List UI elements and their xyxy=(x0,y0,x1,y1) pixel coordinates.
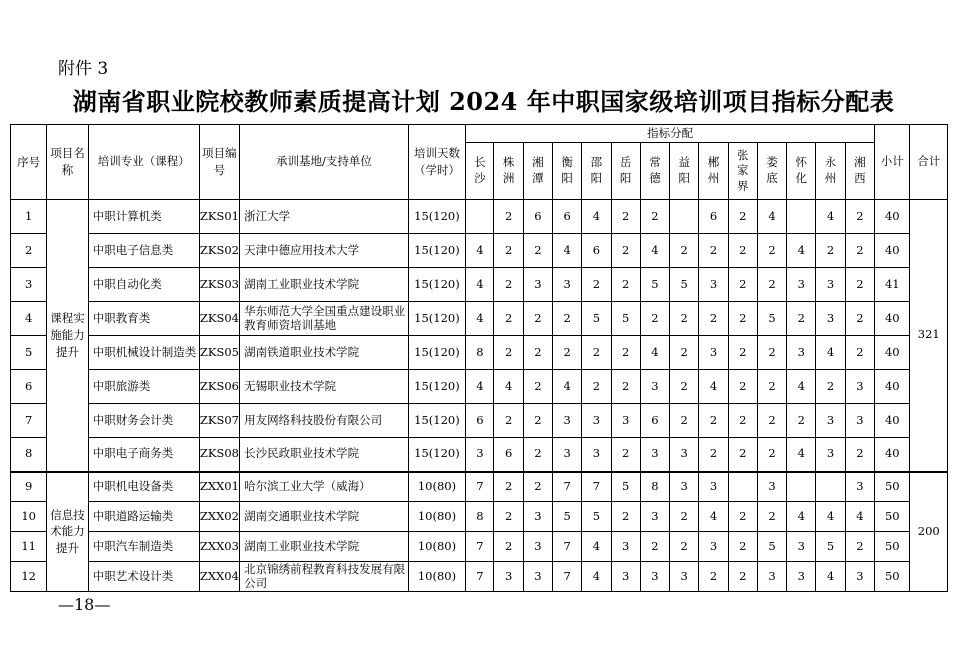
cell-allocation: 2 xyxy=(582,268,611,302)
cell-allocation: 5 xyxy=(611,302,640,336)
cell-allocation: 4 xyxy=(640,234,669,268)
cell-code: ZKS06 xyxy=(199,370,239,404)
cell-code: ZKS07 xyxy=(199,404,239,438)
cell-allocation: 3 xyxy=(523,268,552,302)
cell-allocation: 8 xyxy=(466,336,494,370)
cell-project-name: 课程实施能力提升 xyxy=(47,200,88,472)
cell-allocation: 3 xyxy=(523,562,552,592)
cell-allocation: 3 xyxy=(640,438,669,472)
cell-allocation: 4 xyxy=(494,370,523,404)
cell-allocation: 5 xyxy=(670,268,699,302)
cell-major: 中职机械设计制造类 xyxy=(88,336,199,370)
cell-code: ZKS02 xyxy=(199,234,239,268)
cell-allocation: 3 xyxy=(816,302,845,336)
cell-seq: 4 xyxy=(11,302,47,336)
cell-allocation: 2 xyxy=(494,234,523,268)
page-number: —18— xyxy=(58,595,111,614)
cell-allocation: 4 xyxy=(816,502,845,532)
cell-days: 10(80) xyxy=(408,502,466,532)
cell-allocation: 6 xyxy=(523,200,552,234)
cell-allocation: 3 xyxy=(699,336,728,370)
header-city: 邵阳 xyxy=(582,143,611,200)
cell-allocation: 4 xyxy=(466,302,494,336)
cell-allocation: 7 xyxy=(582,472,611,502)
cell-seq: 10 xyxy=(11,502,47,532)
table-row xyxy=(11,472,948,502)
cell-allocation: 2 xyxy=(611,200,640,234)
cell-allocation: 3 xyxy=(611,404,640,438)
cell-allocation: 2 xyxy=(494,404,523,438)
table-row xyxy=(11,502,948,532)
page-title: 湖南省职业院校教师素质提高计划 2024 年中职国家级培训项目指标分配表 xyxy=(72,87,895,116)
cell-base: 浙江大学 xyxy=(240,200,409,234)
header-total: 合计 xyxy=(910,125,948,200)
cell-allocation: 2 xyxy=(523,234,552,268)
cell-base: 无锡职业技术学院 xyxy=(240,370,409,404)
cell-allocation: 2 xyxy=(611,502,640,532)
cell-allocation xyxy=(787,200,816,234)
table-row xyxy=(11,336,948,370)
cell-allocation: 8 xyxy=(640,472,669,502)
cell-allocation: 2 xyxy=(728,336,757,370)
cell-allocation: 6 xyxy=(699,200,728,234)
header-city: 益阳 xyxy=(670,143,699,200)
cell-allocation: 2 xyxy=(699,302,728,336)
cell-allocation: 2 xyxy=(640,302,669,336)
cell-subtotal: 40 xyxy=(875,302,910,336)
cell-allocation: 5 xyxy=(611,472,640,502)
cell-major: 中职自动化类 xyxy=(88,268,199,302)
cell-allocation: 4 xyxy=(553,370,582,404)
cell-allocation: 2 xyxy=(728,302,757,336)
cell-allocation: 3 xyxy=(611,562,640,592)
cell-allocation: 6 xyxy=(553,200,582,234)
header-subtotal: 小计 xyxy=(875,125,910,200)
cell-allocation: 2 xyxy=(728,532,757,562)
cell-allocation: 7 xyxy=(553,472,582,502)
cell-allocation: 2 xyxy=(553,302,582,336)
header-city: 永州 xyxy=(816,143,845,200)
cell-allocation: 3 xyxy=(670,562,699,592)
cell-allocation: 2 xyxy=(757,234,786,268)
cell-allocation: 2 xyxy=(670,234,699,268)
header-city: 郴州 xyxy=(699,143,728,200)
cell-allocation: 2 xyxy=(845,268,874,302)
cell-allocation: 2 xyxy=(640,200,669,234)
cell-allocation: 3 xyxy=(670,472,699,502)
cell-allocation: 3 xyxy=(523,532,552,562)
cell-seq: 3 xyxy=(11,268,47,302)
cell-major: 中职财务会计类 xyxy=(88,404,199,438)
cell-allocation: 4 xyxy=(787,502,816,532)
cell-allocation: 3 xyxy=(466,438,494,472)
cell-allocation xyxy=(816,472,845,502)
table-row xyxy=(11,302,948,336)
cell-allocation: 2 xyxy=(611,234,640,268)
cell-code: ZXX03 xyxy=(199,532,239,562)
table-row xyxy=(11,234,948,268)
cell-allocation: 2 xyxy=(728,404,757,438)
cell-code: ZKS03 xyxy=(199,268,239,302)
cell-allocation xyxy=(466,200,494,234)
cell-allocation: 7 xyxy=(466,562,494,592)
cell-code: ZKS05 xyxy=(199,336,239,370)
cell-major: 中职电子商务类 xyxy=(88,438,199,472)
cell-allocation: 3 xyxy=(845,404,874,438)
cell-days: 15(120) xyxy=(408,200,466,234)
cell-allocation: 4 xyxy=(787,438,816,472)
cell-major: 中职电子信息类 xyxy=(88,234,199,268)
cell-subtotal: 40 xyxy=(875,200,910,234)
cell-allocation: 3 xyxy=(816,268,845,302)
cell-allocation: 5 xyxy=(816,532,845,562)
cell-allocation: 4 xyxy=(757,200,786,234)
cell-days: 15(120) xyxy=(408,302,466,336)
cell-allocation: 2 xyxy=(494,502,523,532)
table-row xyxy=(11,200,948,234)
cell-major: 中职机电设备类 xyxy=(88,472,199,502)
cell-allocation: 2 xyxy=(640,532,669,562)
cell-allocation: 4 xyxy=(816,336,845,370)
cell-total: 321 xyxy=(910,200,948,472)
header-code: 项目编号 xyxy=(199,125,239,200)
cell-allocation: 3 xyxy=(699,532,728,562)
cell-allocation: 2 xyxy=(728,370,757,404)
cell-seq: 1 xyxy=(11,200,47,234)
cell-allocation: 2 xyxy=(845,532,874,562)
cell-allocation: 5 xyxy=(553,502,582,532)
cell-allocation: 2 xyxy=(757,370,786,404)
cell-allocation: 3 xyxy=(523,502,552,532)
cell-allocation: 8 xyxy=(466,502,494,532)
cell-allocation: 2 xyxy=(494,532,523,562)
header-city: 怀化 xyxy=(787,143,816,200)
cell-allocation: 2 xyxy=(728,268,757,302)
cell-allocation: 4 xyxy=(816,562,845,592)
cell-seq: 7 xyxy=(11,404,47,438)
cell-allocation: 2 xyxy=(523,370,552,404)
cell-allocation: 2 xyxy=(670,370,699,404)
cell-allocation: 4 xyxy=(553,234,582,268)
cell-subtotal: 50 xyxy=(875,502,910,532)
cell-allocation: 3 xyxy=(845,472,874,502)
cell-code: ZXX04 xyxy=(199,562,239,592)
cell-allocation: 4 xyxy=(640,336,669,370)
cell-days: 15(120) xyxy=(408,336,466,370)
cell-base: 天津中德应用技术大学 xyxy=(240,234,409,268)
cell-allocation: 5 xyxy=(582,302,611,336)
cell-allocation: 2 xyxy=(494,302,523,336)
cell-project-name: 信息技术能力提升 xyxy=(47,472,88,592)
cell-allocation: 2 xyxy=(670,404,699,438)
cell-allocation: 2 xyxy=(611,268,640,302)
header-city: 长沙 xyxy=(466,143,494,200)
header-city: 衡阳 xyxy=(553,143,582,200)
cell-base: 用友网络科技股份有限公司 xyxy=(240,404,409,438)
cell-major: 中职汽车制造类 xyxy=(88,532,199,562)
cell-allocation: 4 xyxy=(787,370,816,404)
header-city: 湘西 xyxy=(845,143,874,200)
cell-allocation: 2 xyxy=(757,438,786,472)
cell-allocation: 2 xyxy=(728,200,757,234)
allocation-table xyxy=(10,124,948,592)
cell-major: 中职旅游类 xyxy=(88,370,199,404)
cell-allocation: 3 xyxy=(699,472,728,502)
cell-allocation: 2 xyxy=(494,472,523,502)
cell-allocation: 2 xyxy=(787,404,816,438)
cell-allocation: 2 xyxy=(728,234,757,268)
cell-allocation: 2 xyxy=(523,336,552,370)
cell-allocation: 2 xyxy=(699,234,728,268)
cell-allocation xyxy=(728,472,757,502)
cell-allocation: 4 xyxy=(466,370,494,404)
cell-allocation: 4 xyxy=(582,200,611,234)
cell-days: 15(120) xyxy=(408,268,466,302)
cell-allocation: 2 xyxy=(816,234,845,268)
header-city: 张家界 xyxy=(728,143,757,200)
cell-base: 湖南交通职业技术学院 xyxy=(240,502,409,532)
cell-allocation: 2 xyxy=(757,502,786,532)
cell-days: 15(120) xyxy=(408,370,466,404)
cell-total: 200 xyxy=(910,472,948,592)
cell-allocation: 2 xyxy=(523,302,552,336)
cell-base: 北京锦绣前程教育科技发展有限公司 xyxy=(240,562,409,592)
cell-allocation: 3 xyxy=(582,438,611,472)
cell-allocation: 2 xyxy=(845,438,874,472)
table-row xyxy=(11,438,948,472)
cell-allocation: 3 xyxy=(699,268,728,302)
cell-allocation: 2 xyxy=(728,438,757,472)
cell-allocation: 6 xyxy=(494,438,523,472)
cell-allocation: 2 xyxy=(845,200,874,234)
cell-allocation: 2 xyxy=(757,336,786,370)
cell-major: 中职计算机类 xyxy=(88,200,199,234)
cell-seq: 8 xyxy=(11,438,47,472)
cell-allocation: 4 xyxy=(466,234,494,268)
cell-allocation: 3 xyxy=(553,268,582,302)
cell-allocation: 2 xyxy=(816,370,845,404)
cell-allocation: 3 xyxy=(816,404,845,438)
cell-days: 10(80) xyxy=(408,532,466,562)
header-city: 常德 xyxy=(640,143,669,200)
cell-allocation: 3 xyxy=(582,404,611,438)
cell-subtotal: 50 xyxy=(875,472,910,502)
cell-seq: 12 xyxy=(11,562,47,592)
cell-allocation: 2 xyxy=(699,438,728,472)
cell-allocation: 2 xyxy=(845,234,874,268)
cell-allocation: 2 xyxy=(670,502,699,532)
cell-subtotal: 50 xyxy=(875,532,910,562)
cell-allocation: 4 xyxy=(845,502,874,532)
cell-major: 中职道路运输类 xyxy=(88,502,199,532)
cell-allocation: 4 xyxy=(466,268,494,302)
cell-allocation: 2 xyxy=(494,336,523,370)
cell-seq: 11 xyxy=(11,532,47,562)
cell-allocation xyxy=(670,200,699,234)
cell-allocation: 6 xyxy=(640,404,669,438)
table-row xyxy=(11,268,948,302)
cell-allocation: 4 xyxy=(699,502,728,532)
cell-allocation: 2 xyxy=(523,472,552,502)
cell-allocation: 2 xyxy=(699,404,728,438)
cell-seq: 5 xyxy=(11,336,47,370)
cell-code: ZXX01 xyxy=(199,472,239,502)
cell-allocation: 2 xyxy=(699,562,728,592)
cell-code: ZKS08 xyxy=(199,438,239,472)
cell-allocation: 4 xyxy=(816,200,845,234)
table-row xyxy=(11,404,948,438)
cell-subtotal: 50 xyxy=(875,562,910,592)
cell-allocation: 3 xyxy=(787,336,816,370)
cell-allocation: 3 xyxy=(845,370,874,404)
cell-allocation: 2 xyxy=(523,404,552,438)
cell-allocation: 4 xyxy=(699,370,728,404)
cell-allocation: 5 xyxy=(757,532,786,562)
header-city: 娄底 xyxy=(757,143,786,200)
cell-seq: 2 xyxy=(11,234,47,268)
cell-allocation xyxy=(787,472,816,502)
cell-allocation: 2 xyxy=(728,502,757,532)
cell-days: 10(80) xyxy=(408,472,466,502)
cell-allocation: 7 xyxy=(553,562,582,592)
attachment-label: 附件 3 xyxy=(58,59,109,79)
cell-allocation: 3 xyxy=(640,502,669,532)
cell-allocation: 3 xyxy=(670,438,699,472)
cell-allocation: 5 xyxy=(757,302,786,336)
cell-subtotal: 40 xyxy=(875,404,910,438)
cell-subtotal: 41 xyxy=(875,268,910,302)
cell-seq: 6 xyxy=(11,370,47,404)
cell-code: ZKS04 xyxy=(199,302,239,336)
cell-days: 15(120) xyxy=(408,404,466,438)
header-seq: 序号 xyxy=(11,125,47,200)
table-row xyxy=(11,562,948,592)
header-base: 承训基地/支持单位 xyxy=(240,125,409,200)
header-allocation: 指标分配 xyxy=(466,125,875,143)
cell-allocation: 2 xyxy=(845,336,874,370)
cell-major: 中职教育类 xyxy=(88,302,199,336)
cell-base: 长沙民政职业技术学院 xyxy=(240,438,409,472)
cell-allocation: 2 xyxy=(670,532,699,562)
cell-allocation: 2 xyxy=(494,200,523,234)
cell-allocation: 2 xyxy=(757,404,786,438)
cell-allocation: 4 xyxy=(582,562,611,592)
cell-allocation: 3 xyxy=(640,370,669,404)
cell-allocation: 3 xyxy=(611,532,640,562)
cell-allocation: 3 xyxy=(816,438,845,472)
cell-major: 中职艺术设计类 xyxy=(88,562,199,592)
table-row xyxy=(11,532,948,562)
cell-allocation: 5 xyxy=(582,502,611,532)
cell-allocation: 7 xyxy=(553,532,582,562)
cell-allocation: 3 xyxy=(787,268,816,302)
cell-days: 10(80) xyxy=(408,562,466,592)
cell-allocation: 3 xyxy=(845,562,874,592)
cell-allocation: 3 xyxy=(640,562,669,592)
cell-allocation: 2 xyxy=(611,438,640,472)
cell-allocation: 3 xyxy=(553,404,582,438)
cell-allocation: 2 xyxy=(553,336,582,370)
cell-allocation: 2 xyxy=(787,302,816,336)
cell-days: 15(120) xyxy=(408,438,466,472)
cell-allocation: 3 xyxy=(787,532,816,562)
cell-base: 湖南工业职业技术学院 xyxy=(240,268,409,302)
cell-subtotal: 40 xyxy=(875,336,910,370)
header-project-name: 项目名称 xyxy=(47,125,88,200)
cell-allocation: 3 xyxy=(787,562,816,592)
cell-allocation: 6 xyxy=(466,404,494,438)
cell-allocation: 2 xyxy=(611,336,640,370)
cell-allocation: 2 xyxy=(670,302,699,336)
header-city: 岳阳 xyxy=(611,143,640,200)
cell-allocation: 5 xyxy=(640,268,669,302)
table-row xyxy=(11,370,948,404)
cell-base: 湖南工业职业技术学院 xyxy=(240,532,409,562)
cell-allocation: 6 xyxy=(582,234,611,268)
cell-code: ZXX02 xyxy=(199,502,239,532)
cell-allocation: 4 xyxy=(787,234,816,268)
cell-allocation: 3 xyxy=(494,562,523,592)
cell-allocation: 2 xyxy=(757,268,786,302)
cell-base: 哈尔滨工业大学（威海） xyxy=(240,472,409,502)
cell-allocation: 2 xyxy=(494,268,523,302)
cell-allocation: 3 xyxy=(757,472,786,502)
cell-base: 华东师范大学全国重点建设职业教育师资培训基地 xyxy=(240,302,409,336)
header-major: 培训专业（课程） xyxy=(88,125,199,200)
cell-allocation: 2 xyxy=(670,336,699,370)
cell-allocation: 2 xyxy=(845,302,874,336)
cell-allocation: 2 xyxy=(582,336,611,370)
cell-allocation: 4 xyxy=(582,532,611,562)
cell-allocation: 2 xyxy=(582,370,611,404)
header-city: 湘潭 xyxy=(523,143,552,200)
cell-code: ZKS01 xyxy=(199,200,239,234)
cell-allocation: 2 xyxy=(611,370,640,404)
cell-allocation: 2 xyxy=(523,438,552,472)
header-city: 株洲 xyxy=(494,143,523,200)
cell-subtotal: 40 xyxy=(875,234,910,268)
header-days: 培训天数（学时） xyxy=(408,125,466,200)
cell-allocation: 2 xyxy=(728,562,757,592)
cell-seq: 9 xyxy=(11,472,47,502)
cell-allocation: 7 xyxy=(466,532,494,562)
cell-days: 15(120) xyxy=(408,234,466,268)
cell-subtotal: 40 xyxy=(875,370,910,404)
cell-allocation: 3 xyxy=(553,438,582,472)
cell-subtotal: 40 xyxy=(875,438,910,472)
cell-allocation: 3 xyxy=(757,562,786,592)
cell-base: 湖南铁道职业技术学院 xyxy=(240,336,409,370)
cell-allocation: 7 xyxy=(466,472,494,502)
